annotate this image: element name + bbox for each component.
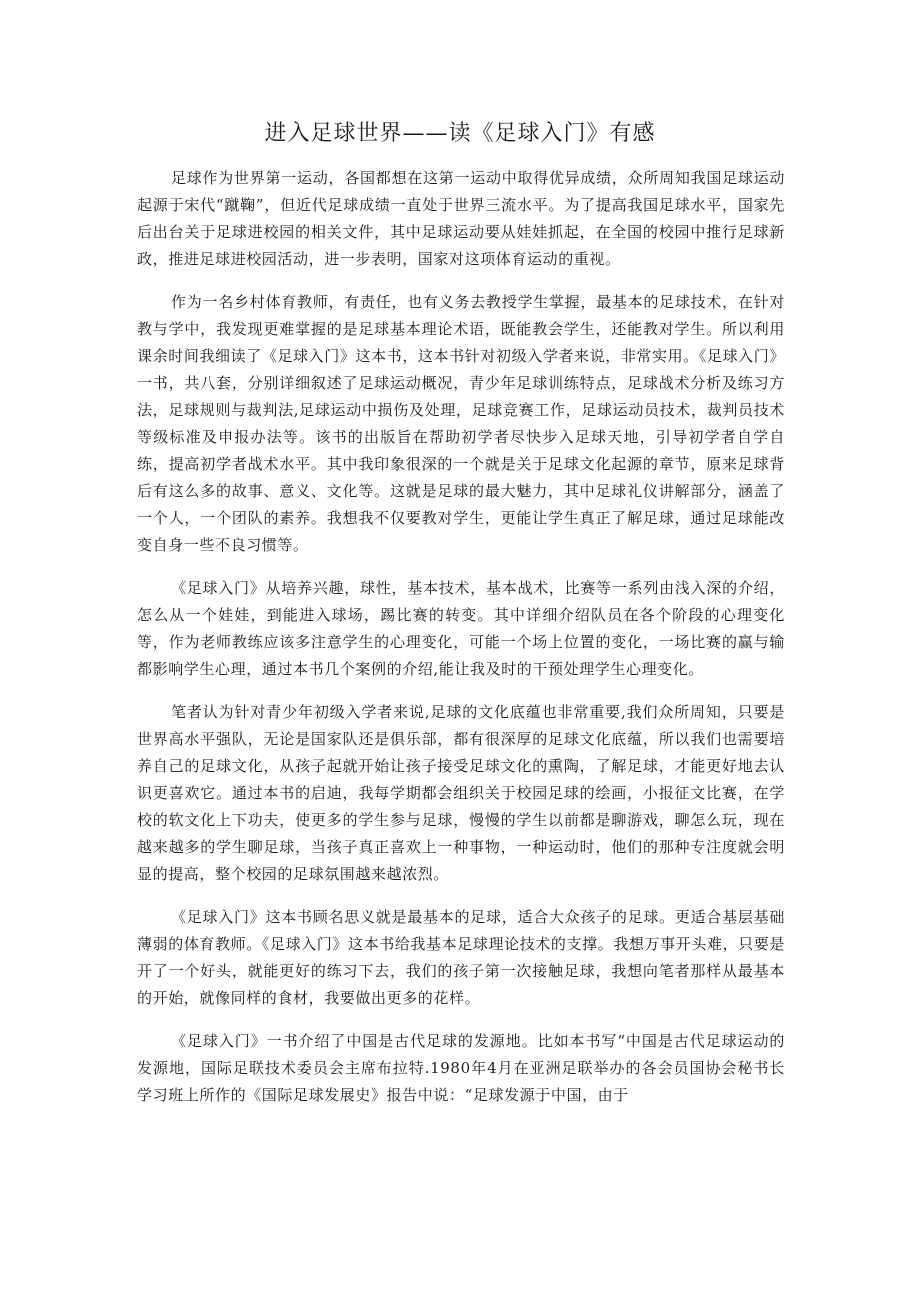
paragraph-2: 作为一名乡村体育教师，有责任，也有义务去教授学生掌握，最基本的足球技术，在针对教与学中，我发现更难掌握的是足球基本理论术语，既能教会学生，还能教对学生。所以利用课余时间我细读了《足球入门》这本书，这本书针对初级入学者来说，非常实用。《足球入门》一书，共八套，分别详细叙述了足球运动概况，青少年足球训练特点，足球战术分析及练习方法，足球规则与裁判法,足球运动中损伤及处理，足球竞赛工作，足球运动员技术，裁判员技术等级标准及申报办法等。该书的出版旨在帮助初学者尽快步入足球天地，引导初学者自学自练，提高初学者战术水平。其中我印象很深的一个就是关于足球文化起源的章节，原来足球背后有这么多的故事、意义、文化等。这就是足球的最大魅力，其中足球礼仪讲解部分，涵盖了一个人，一个团队的素养。我想我不仅要教对学生，更能让学生真正了解足球，通过足球能改变自身一些不良习惯等。 (137, 293, 785, 554)
paragraph-5: 《足球入门》这本书顾名思义就是最基本的足球，适合大众孩子的足球。更适合基层基础薄弱的体育教师。《足球入门》这本书给我基本足球理论技术的支撑。我想万事开头难，只要是开了一个好头，就能更好的练习下去，我们的孩子第一次接触足球，我想向笔者那样从最基本的开始，就像同样的食材，我要做出更多的花样。 (137, 908, 785, 1007)
paragraph-1: 足球作为世界第一运动，各国都想在这第一运动中取得优异成绩，众所周知我国足球运动起源于宋代“蹴鞠”，但近代足球成绩一直处于世界三流水平。为了提高我国足球水平，国家先后出台关于足球进校园的相关文件，其中足球运动要从娃娃抓起，在全国的校园中推行足球新政，推进足球进校园活动，进一步表明，国家对这项体育运动的重视。 (137, 169, 785, 268)
paragraph-6: 《足球入门》一书介绍了中国是古代足球的发源地。比如本书写“中国是古代足球运动的发源地，国际足联技术委员会主席布拉特.1980年4月在亚洲足联举办的各会员国协会秘书长学习班上所作的《国际足球发展史》报告中说：“足球发源于中国，由于 (137, 1032, 785, 1104)
document-body (137, 165, 785, 1125)
document-title: 进入足球世界——读《足球入门》有感 (264, 121, 656, 146)
paragraph-4: 笔者认为针对青少年初级入学者来说,足球的文化底蕴也非常重要,我们众所周知，只要是世界高水平强队，无论是国家队还是俱乐部，都有很深厚的足球文化底蕴，所以我们也需要培养自己的足球文化，从孩子起就开始让孩子接受足球文化的熏陶，了解足球，才能更好地去认识更喜欢它。通过本书的启迪，我每学期都会组织关于校园足球的绘画，小报征文比赛，在学校的软文化上下功夫，使更多的学生参与足球，慢慢的学生以前都是聊游戏，聊怎么玩，现在越来越多的学生聊足球，当孩子真正喜欢上一种事物，一种运动时，他们的那种专注度就会明显的提高，整个校园的足球氛围越来越浓烈。 (137, 703, 785, 883)
paragraph-3: 《足球入门》从培养兴趣，球性，基本技术，基本战术，比赛等一系列由浅入深的介绍，怎么从一个娃娃，到能进入球场，踢比赛的转变。其中详细介绍队员在各个阶段的心理变化等，作为老师教练应该多注意学生的心理变化，可能一个场上位置的变化，一场比赛的赢与输都影响学生心理，通过本书几个案例的介绍,能让我及时的干预处理学生心理变化。 (137, 579, 785, 678)
